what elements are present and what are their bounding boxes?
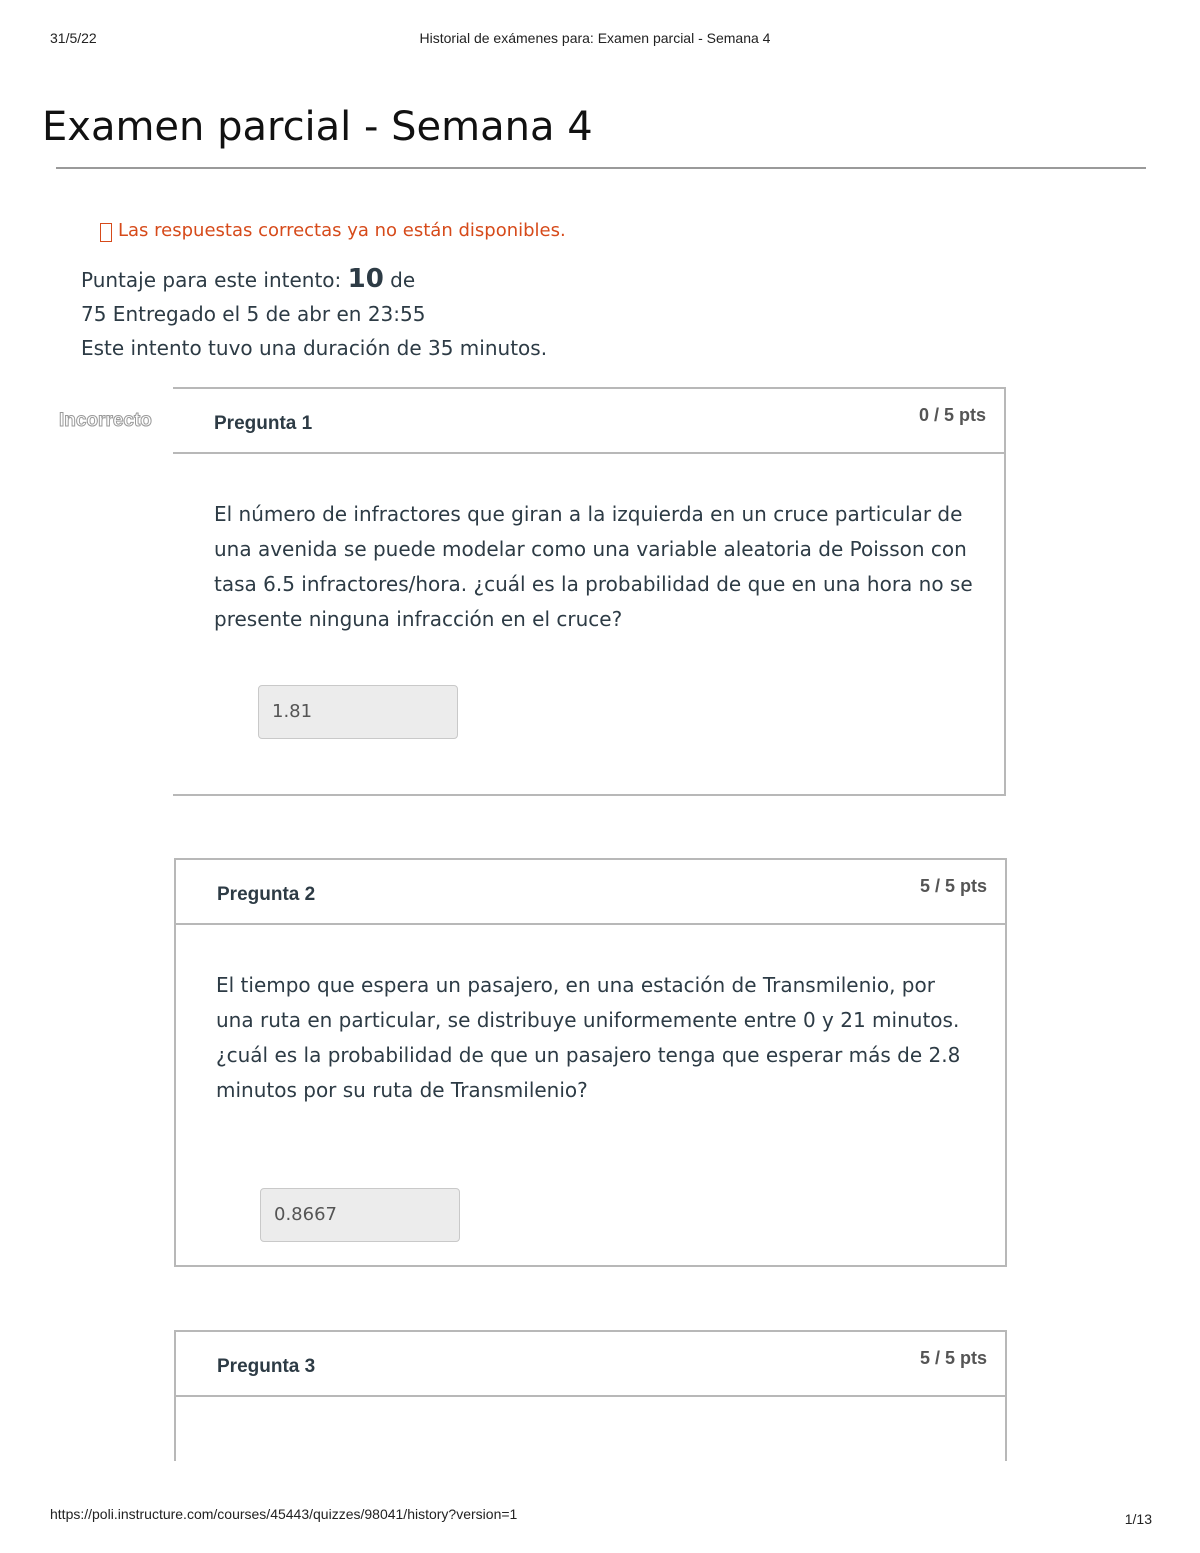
question-name: Pregunta 1 <box>214 413 313 434</box>
warning-icon <box>100 223 112 242</box>
incorrect-label: Incorrecto <box>59 410 152 431</box>
attempt-summary <box>81 262 547 365</box>
score-suffix: de <box>383 268 416 292</box>
print-footer <box>0 1506 1200 1526</box>
duration-line: Este intento tuvo una duración de 35 minutos. <box>81 336 548 360</box>
print-url: https://poli.instructure.com/courses/45443/quizzes/98041/history?version=1 <box>50 1506 518 1522</box>
question-points: 5 / 5 pts <box>919 1348 987 1368</box>
question-card <box>174 858 1007 1267</box>
page-number: 1/13 <box>1124 1511 1152 1527</box>
page-title: Examen parcial - Semana 4 <box>42 104 593 150</box>
print-title: Historial de exámenes para: Examen parcial - Semana 4 <box>419 30 771 46</box>
print-header <box>0 30 1200 50</box>
question-text-line: El tiempo que espera un pasajero, en una estación de Transmilenio, por una ruta en particular, se distribuye uniformemente entre 0 y 21 minutos. <box>216 973 960 1032</box>
answers-unavailable-notice <box>100 219 566 242</box>
question-header <box>176 1332 1005 1397</box>
question-text <box>216 968 976 1108</box>
question-name: Pregunta 2 <box>217 884 316 905</box>
score-line <box>81 262 547 297</box>
question-card <box>173 387 1006 796</box>
question-text-line: ¿cuál es la probabilidad de que un pasajero tenga que esperar más de 2.8 minutos por su ruta de Transmilenio? <box>216 1043 961 1102</box>
question-points: 5 / 5 pts <box>919 876 987 896</box>
question-card <box>174 1330 1007 1461</box>
answer-field: 1.81 <box>258 685 458 739</box>
print-date: 31/5/22 <box>50 30 97 46</box>
notice-text: Las respuestas correctas ya no están disponibles. <box>118 220 566 241</box>
question-text: El número de infractores que giran a la izquierda en un cruce particular de una avenida se puede modelar como una variable aleatoria de Poisson con tasa 6.5 infractores/hora. ¿cuál es la probabilidad de que en una hora no se presente ninguna infracción en el cruce? <box>214 502 973 631</box>
score-value: 10 <box>347 264 384 294</box>
score-prefix: Puntaje para este intento: <box>81 268 348 292</box>
question-header <box>173 389 1004 454</box>
answer-field: 0.8667 <box>260 1188 460 1242</box>
question-header <box>176 860 1005 925</box>
question-name: Pregunta 3 <box>217 1356 316 1377</box>
question-points: 0 / 5 pts <box>918 405 986 425</box>
submitted-line: 75 Entregado el 5 de abr en 23:55 <box>81 302 426 326</box>
title-divider <box>56 167 1146 169</box>
